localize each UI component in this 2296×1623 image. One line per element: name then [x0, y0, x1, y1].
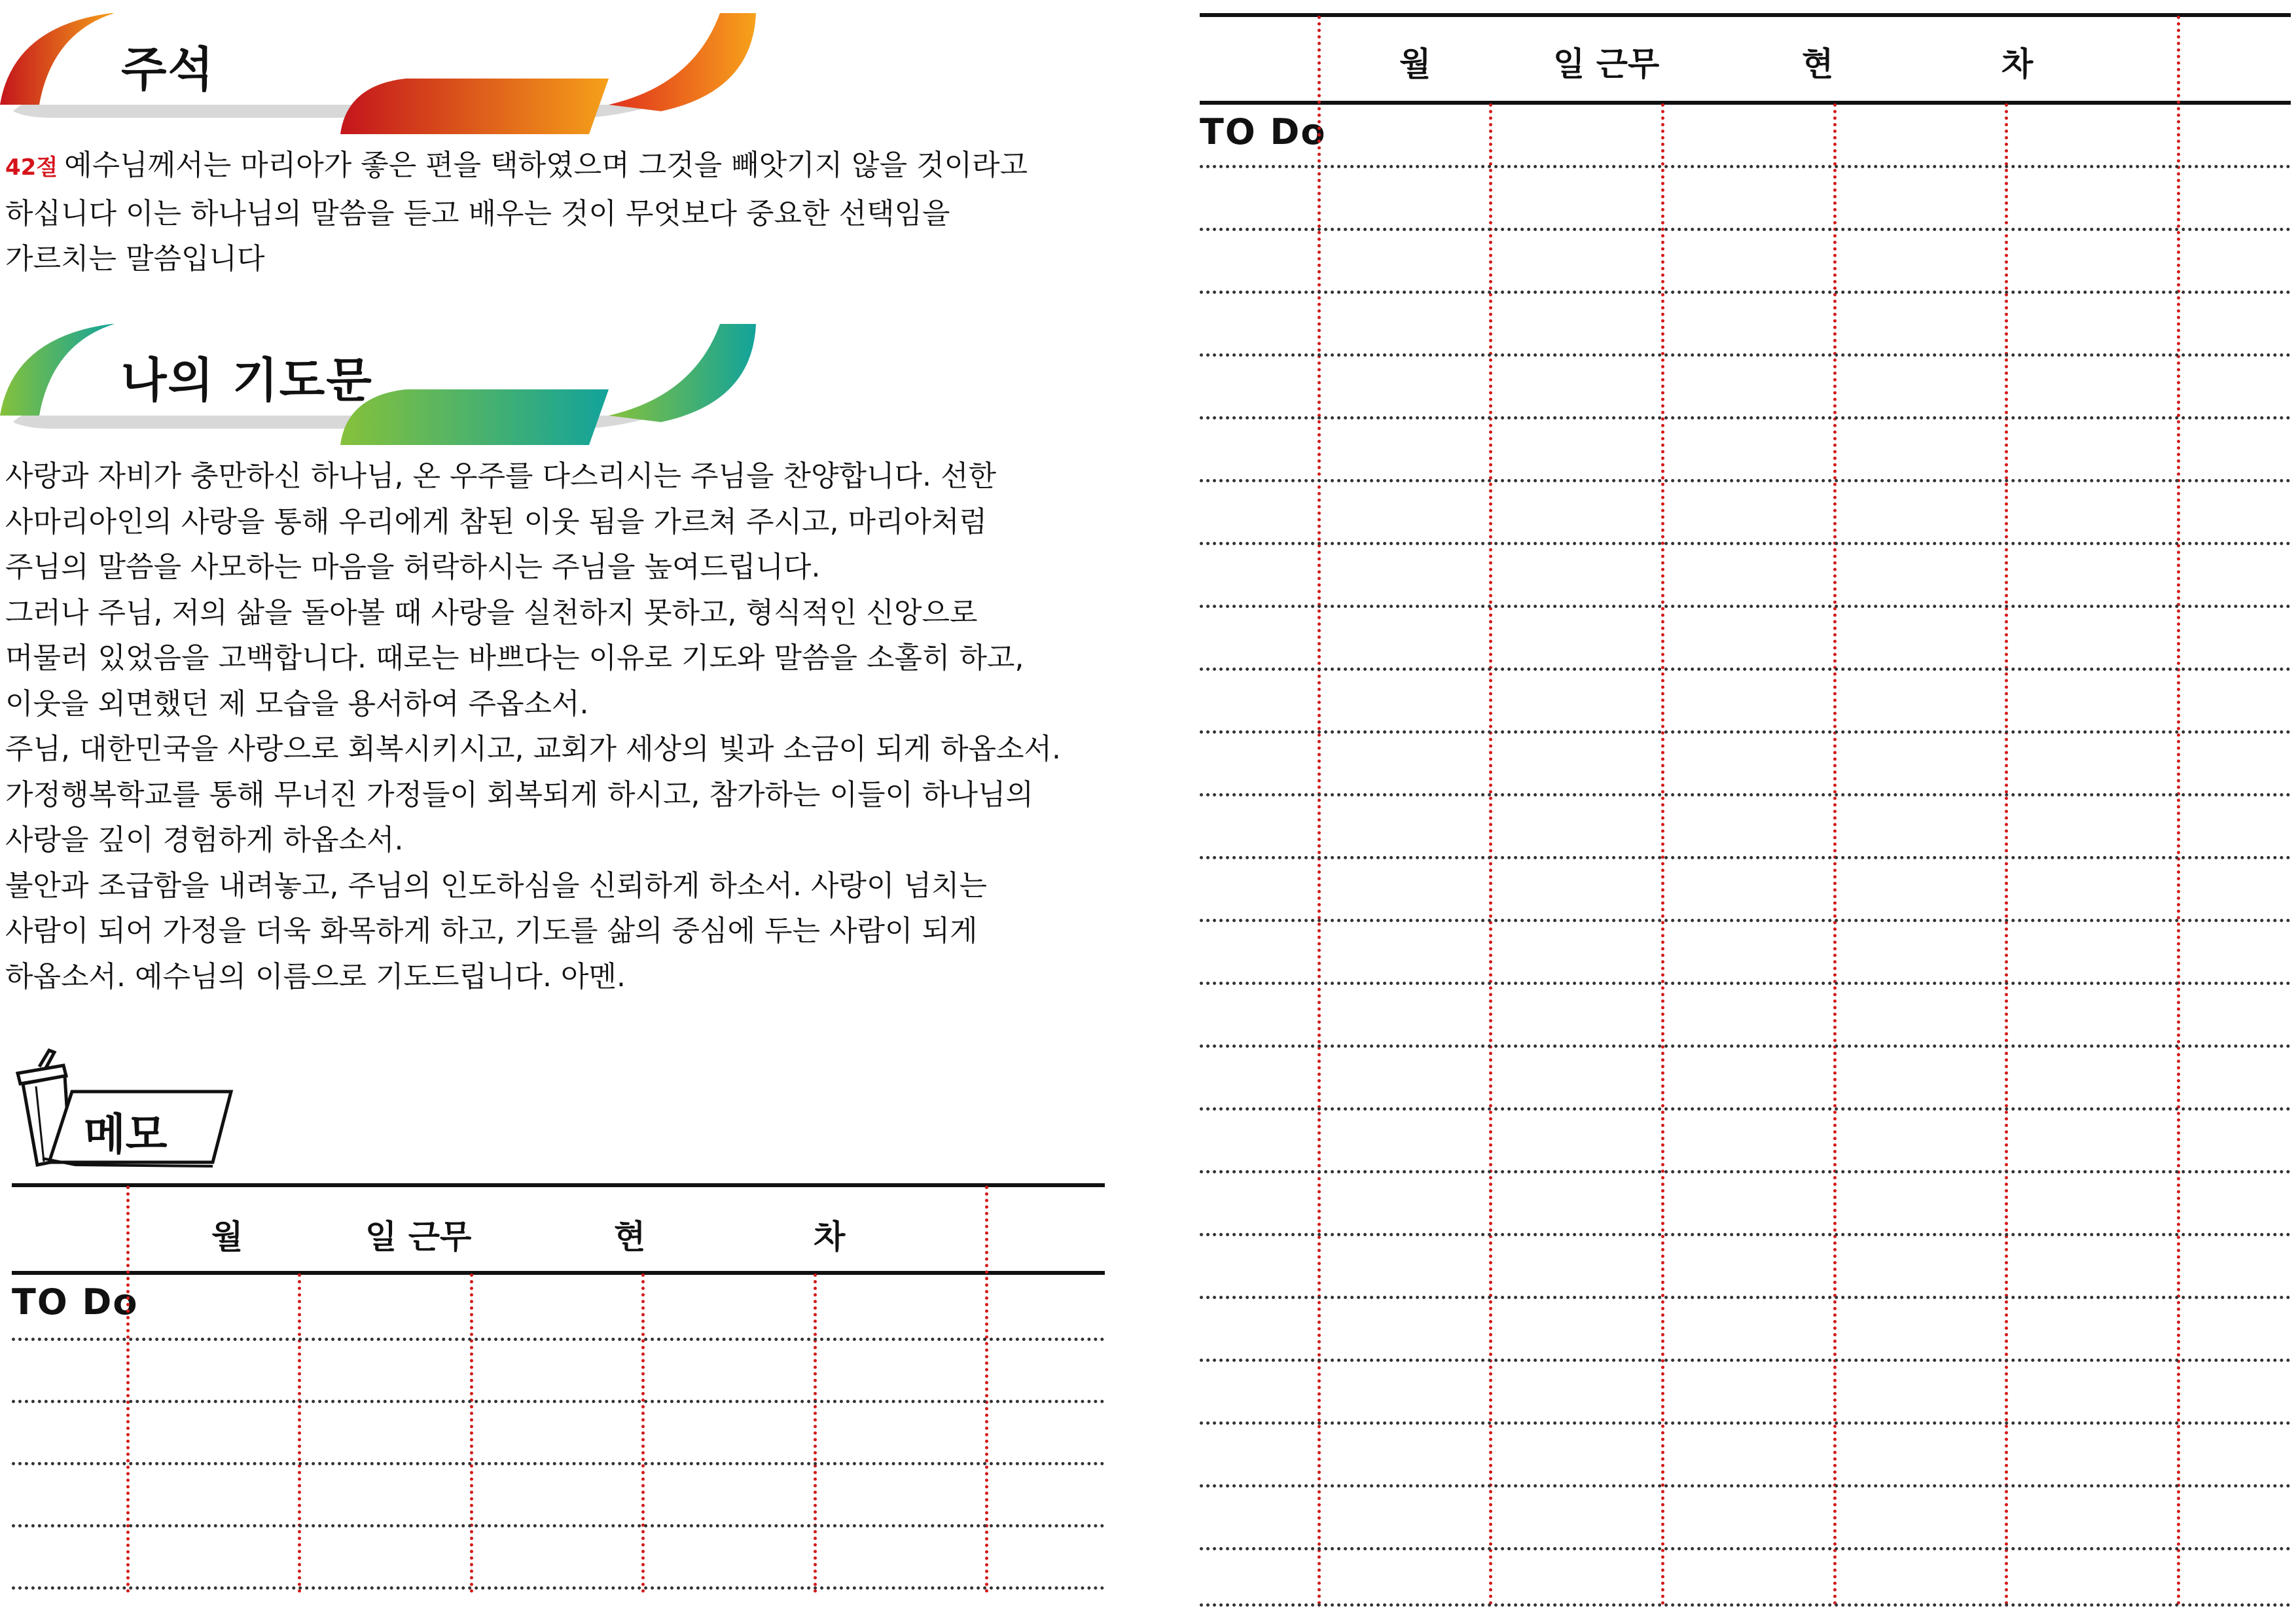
col-line [1318, 16, 1321, 1606]
prayer-line: 주님, 대한민국을 사랑으로 회복시키시고, 교회가 세상의 빛과 소금이 되게 하옵소서. [5, 732, 1061, 766]
row-line [1200, 165, 2291, 168]
row-line [1200, 291, 2291, 294]
row-line [1200, 856, 2291, 859]
row-line [1200, 919, 2291, 922]
header-top-rule [1200, 13, 2291, 17]
planner-right [1200, 13, 2291, 1610]
header-bottom-rule [1200, 101, 2291, 105]
prayer-line: 가정행복학교를 통해 무너진 가정들이 회복되게 하시고, 참가하는 이들이 하나님의 [5, 777, 1034, 812]
prayer-line: 머물러 있었음을 고백합니다. 때로는 바쁘다는 이유로 기도와 말씀을 소홀히 하고, [5, 641, 1024, 675]
prayer-line: 사랑을 깊이 경험하게 하옵소서. [5, 823, 404, 857]
header-bottom-rule [12, 1271, 1105, 1275]
row-line [1200, 1296, 2291, 1299]
header-cha: 차 [814, 1218, 846, 1256]
row-line [1200, 1547, 2291, 1550]
col-line [1661, 103, 1664, 1606]
prayer-banner-graphic [0, 317, 759, 448]
header-month: 월 [1399, 45, 1431, 83]
prayer-text [5, 454, 1118, 999]
todo-label: TO Do [1200, 111, 1327, 152]
row-line [12, 1586, 1105, 1590]
header-cha: 차 [2001, 45, 2034, 83]
row-line [1200, 416, 2291, 419]
row-line [1200, 479, 2291, 482]
prayer-line: 사랑과 자비가 충만하신 하나님, 온 우주를 다스리시는 주님을 찬양합니다. 선한 [5, 459, 996, 493]
col-line [126, 1186, 130, 1593]
prayer-line: 그러나 주님, 저의 삶을 돌아볼 때 사랑을 실천하지 못하고, 형식적인 신앙으로 [5, 596, 978, 630]
col-line [1489, 103, 1492, 1606]
prayer-line: 하옵소서. 예수님의 이름으로 기도드립니다. 아멘. [5, 959, 626, 993]
todo-label: TO Do [12, 1281, 139, 1323]
header-top-rule [12, 1183, 1105, 1187]
prayer-line: 사람이 되어 가정을 더욱 화목하게 하고, 기도를 삶의 중심에 두는 사람이 되게 [5, 914, 978, 948]
row-line [12, 1400, 1105, 1403]
row-line [1200, 228, 2291, 231]
col-line [298, 1274, 301, 1593]
col-line [470, 1274, 473, 1593]
row-line [1200, 793, 2291, 796]
header-day-work: 일 근무 [365, 1218, 472, 1256]
row-line [12, 1524, 1105, 1527]
memo-title: 메모 [84, 1109, 168, 1160]
commentary-banner [0, 7, 759, 137]
prayer-line: 사마리아인의 사랑을 통해 우리에게 참된 이웃 됨을 가르쳐 주시고, 마리아처럼 [5, 505, 987, 539]
row-line [1200, 730, 2291, 734]
row-line [1200, 1233, 2291, 1236]
commentary-line: 42절 예수님께서는 마리아가 좋은 편을 택하였으며 그것을 빼앗기지 않을 것이라고 [5, 149, 1028, 182]
row-line [12, 1338, 1105, 1341]
commentary-line: 하십니다 이는 하나님의 말씀을 듣고 배우는 것이 무엇보다 중요한 선택임을 [5, 196, 950, 230]
prayer-line: 주님의 말씀을 사모하는 마음을 허락하시는 주님을 높여드립니다. [5, 550, 821, 584]
col-line [2177, 16, 2180, 1606]
row-line [12, 1462, 1105, 1465]
row-line [1200, 1603, 2291, 1607]
row-line [1200, 1044, 2291, 1048]
planner-left [12, 1183, 1105, 1596]
row-line [1200, 668, 2291, 671]
row-line [1200, 605, 2291, 608]
row-line [1200, 542, 2291, 545]
commentary-line: 가르치는 말씀입니다 [5, 242, 265, 276]
header-month: 월 [211, 1218, 243, 1256]
prayer-banner [0, 317, 759, 448]
header-hyeon: 현 [614, 1218, 646, 1256]
commentary-banner-graphic [0, 7, 759, 137]
row-line [1200, 1359, 2291, 1362]
header-hyeon: 현 [1802, 45, 1834, 83]
row-line [1200, 1421, 2291, 1425]
row-line [1200, 1484, 2291, 1488]
commentary-text [5, 143, 1118, 282]
verse-number: 42절 [5, 154, 58, 181]
row-line [1200, 353, 2291, 357]
row-line [1200, 1107, 2291, 1111]
col-line [641, 1274, 645, 1593]
col-line [985, 1186, 988, 1593]
prayer-line: 이웃을 외면했던 제 모습을 용서하여 주옵소서. [5, 687, 589, 721]
prayer-title: 나의 기도문 [121, 353, 373, 408]
row-line [1200, 982, 2291, 985]
col-line [2005, 103, 2008, 1606]
row-line [1200, 1170, 2291, 1173]
col-line [1833, 103, 1837, 1606]
commentary-title: 주석 [121, 42, 215, 97]
col-line [814, 1274, 817, 1593]
prayer-line: 불안과 조급함을 내려놓고, 주님의 인도하심을 신뢰하게 하소서. 사랑이 넘치는 [5, 868, 987, 902]
header-day-work: 일 근무 [1553, 45, 1660, 83]
